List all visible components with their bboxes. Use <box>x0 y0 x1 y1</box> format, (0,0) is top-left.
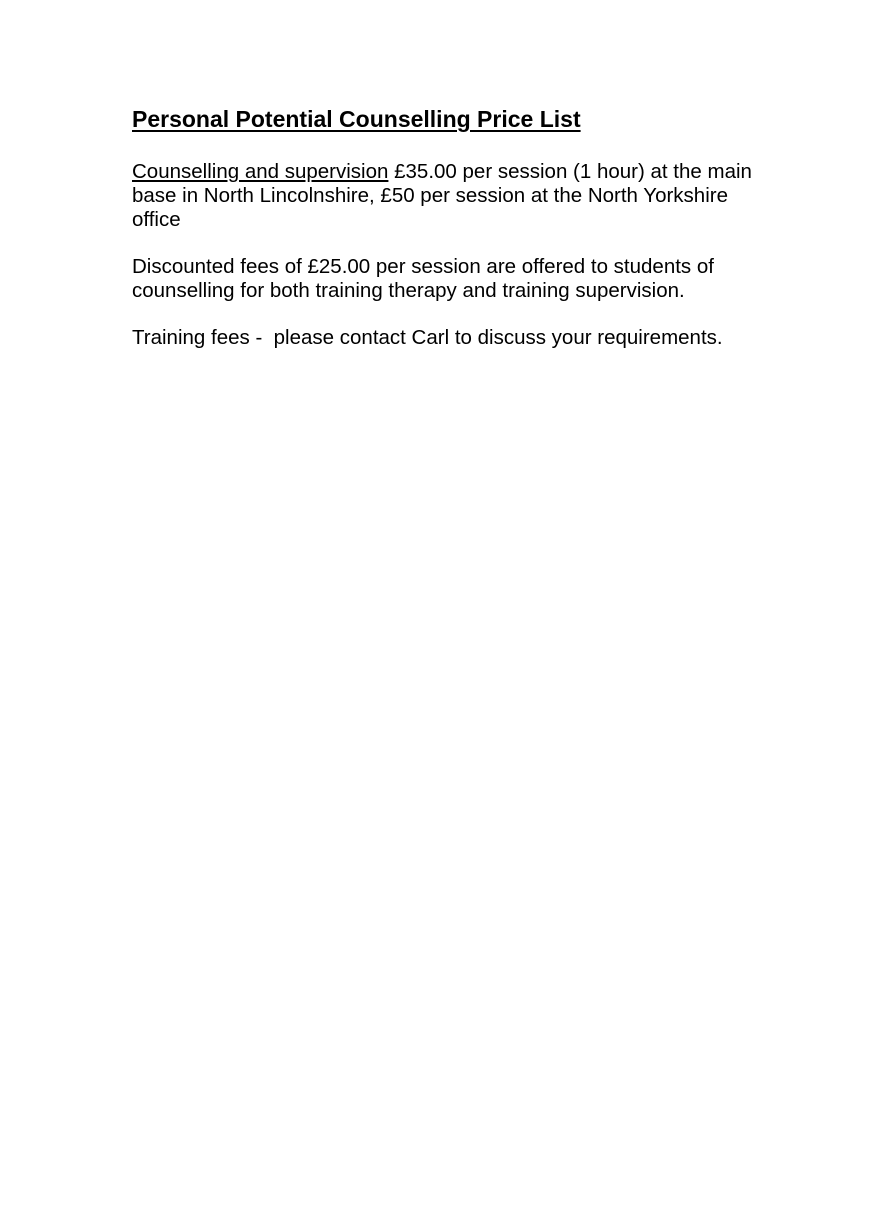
document-content <box>132 104 772 373</box>
page-title: Personal Potential Counselling Price List <box>132 106 581 132</box>
counselling-price-paragraph <box>132 160 772 232</box>
counselling-price-text: £35.00 per session (1 hour) at the main base in North Lincolnshire, £50 per session at the North Yorkshire office <box>132 160 752 231</box>
student-discount-paragraph: Discounted fees of £25.00 per session are offered to students of counselling for both training therapy and training supervision. <box>132 255 714 302</box>
training-fees-paragraph: Training fees - please contact Carl to discuss your requirements. <box>132 326 723 349</box>
counselling-supervision-heading: Counselling and supervision <box>132 160 389 183</box>
